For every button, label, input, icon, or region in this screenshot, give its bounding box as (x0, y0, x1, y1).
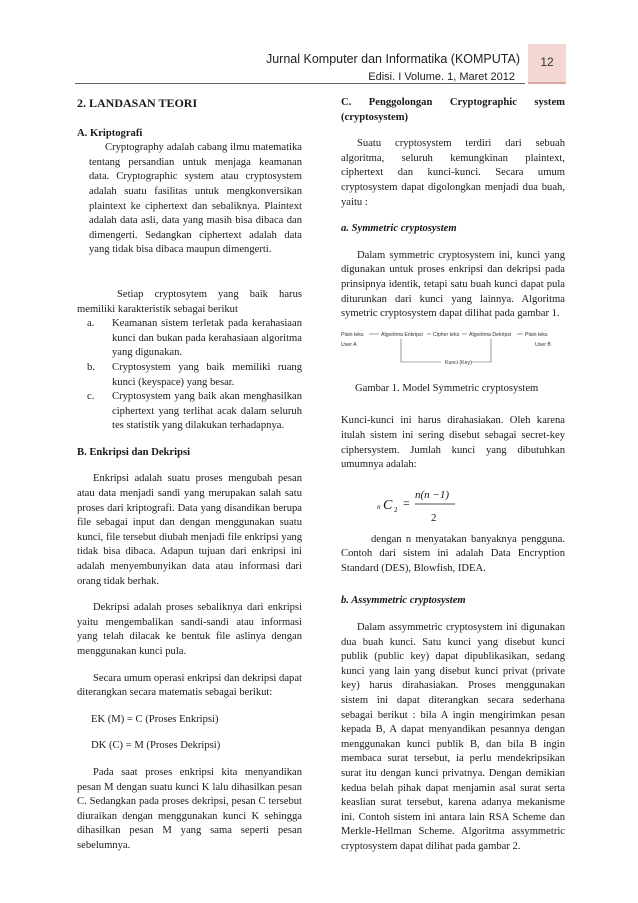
section-title: 2. LANDASAN TEORI (77, 96, 198, 110)
symmetric-diagram (341, 326, 565, 372)
list-item (77, 390, 302, 434)
formula-svg (341, 473, 565, 533)
penggolongan-heading: C. Penggolongan Cryptographic system (cryptosystem) (341, 97, 565, 123)
journal-title: Jurnal Komputer dan Informatika (KOMPUTA) (265, 52, 520, 66)
fig-key-line-left (401, 339, 441, 362)
equation-decrypt: DK (C) = M (Proses Dekripsi) (91, 740, 221, 752)
kunci-paragraph: Kunci-kunci ini harus dirahasiakan. Oleh karena itulah sistem ini sering disebut sebagai secret-key ciphersystem. Jumlah kunci yang dibutuhkan umumnya adalah: (341, 415, 565, 471)
formula-equals: = (403, 495, 410, 510)
dekripsi-paragraph: Dekripsi adalah proses sebaliknya dari enkripsi yaitu mengembalikan sandi-sandi atau informasi yang telah dilacak ke bentuk file aslinya dengan menggunakan kunci pula. (77, 602, 302, 657)
fig-enkripsi: Algoritma Enkripsi (381, 331, 423, 338)
penggolongan-paragraph: Suatu cryptosystem terdiri dari sebuah algoritma, seluruh kemungkinan plaintext, ciphertext dan kunci-kunci. Secara umum cryptosystem dapat digolongkan menjadi dua buah, yaitu : (341, 138, 565, 208)
symmetric-paragraph: Dalam symmetric cryptosystem ini, kunci yang digunakan untuk proses enkripsi dan dekripsi pada prinsipnya identik, tetapi satu buah kunci dapat pula diturunkan dari kunci yang lainnya. Algoritma symetric cryptosystem dapat dilihat pada gambar 1. (341, 249, 565, 320)
list-text: Keamanan sistem terletak pada kerahasiaan kunci dan bukan pada kerahasiaan algoritma yang digunakan. (112, 318, 302, 359)
operasi-paragraph: Secara umum operasi enkripsi dan dekripsi dapat diterangkan secara matematis sebagai berikut: (77, 672, 302, 699)
equation-encrypt: EK (M) = C (Proses Enkripsi) (91, 713, 219, 725)
enkripsi-paragraph: Enkripsi adalah suatu proses mengubah pesan atau data menjadi sandi yang merupakan salah satu proses dari kriptografi. Data yang disandikan berupa file sebagai input dan dengan menggunakan suatu kunci, file tersebut diubah menjadi file enkripsi yang tidak bisa dibaca. Adapun tujuan dari enkripsi ini adalah menyembunyikan data atau informasi dari orang tidak berhak. (77, 473, 302, 587)
list-marker: c. (87, 391, 95, 403)
formula-n-prefix: n (377, 502, 381, 511)
fig-cipher: Cipher teks (433, 331, 460, 338)
list-text: Cryptosystem yang baik akan menghasilkan ciphertext yang terlihat acak dalam seluruh tes statistik yang dilakukan terhadapnya. (112, 391, 302, 432)
figure-symmetric-model (341, 326, 565, 372)
formula-denominator: 2 (431, 511, 437, 524)
page-number-badge (528, 44, 566, 84)
figure-caption: Gambar 1. Model Symmetric cryptosystem (355, 382, 539, 394)
proses-paragraph: Pada saat proses enkripsi kita menyandikan pesan M dengan suatu kunci K lalu dihasilkan pesan C. Sedangkan pada proses dekripsi, pesan C tersebut diuraikan dengan menggunakan kunci K sehingga dihasilkan pesan M yang sama seperti pesan sebelumnya. (77, 766, 302, 851)
list-text: Cryptosystem yang baik memiliki ruang kunci (keyspace) yang besar. (112, 361, 302, 388)
kriptografi-heading: A. Kriptografi (77, 127, 143, 139)
fig-dekripsi: Algoritma Dekripsi (469, 331, 512, 338)
fig-plain-right: Plain teks (525, 331, 548, 338)
enkripsi-heading: B. Enkripsi dan Dekripsi (77, 446, 191, 458)
pengguna-paragraph: dengan n menyatakan banyaknya pengguna. Contoh dari sistem ini adalah Data Encryption Standard (DES), Blowfish, IDEA. (341, 533, 565, 574)
kriptografi-paragraph: Cryptography adalah cabang ilmu matematika tentang persandian untuk menjaga keamanan data. Cryptographic system atau cryptosystem adalah suatu fasilitas untuk mengkonversikan plaintext ke ciphertext dan sebaliknya. Plaintext adalah data asli, data yang masih bisa dibaca dan dimengerti. Sedangkan ciphertext adalah data yang tidak bisa dibaca maupun dimengerti. (89, 142, 302, 256)
list-item (77, 361, 302, 390)
fig-key-line-right (471, 339, 491, 362)
list-marker: b. (87, 361, 95, 373)
karakteristik-intro: Setiap cryptosytem yang baik harus memiliki karakteristik sebagai berikut (77, 288, 302, 315)
fig-key: Kunci (Key) (445, 359, 472, 366)
symmetric-heading: a. Symmetric cryptosystem (341, 223, 457, 235)
formula-key-count (341, 473, 565, 533)
fig-user-a: User A (341, 341, 357, 348)
right-column (341, 96, 565, 855)
assymmetric-paragraph: Dalam assymmetric cryptosystem ini digunakan dua buah kunci. Satu kunci yang disebut kunci publik (public key) dapat dipublikasikan, sedang kunci yang lain yang disebut kunci privat (private key) harus dirahasiakan. Proses menggunakan sistem ini dapat diterangkan secara sederhana sebagai berikut : bila A ingin mengirimkan pesan kepada B, A dapat menyandikan pesannya dengan menggunakan kunci publik B, dan bila B ingin membaca surat tersebut, ia perlu mendekripsikan surat itu dengan kunci privatnya. Dengan demikian kedua belah pihak dapat menjamin asal surat serta keaslian surat tersebut, karena adanya mekanisme ini. Contoh sistem ini antara lain RSA Scheme dan Merkle-Hellman Scheme. Algoritma assymmetric cryptosystem dapat dilihat pada gambar 2. (341, 622, 565, 852)
edition-line: Edisi. I Volume. 1, Maret 2012 (368, 71, 515, 83)
left-column (77, 96, 302, 854)
list-item (77, 317, 302, 361)
karakteristik-list (77, 317, 302, 434)
list-marker: a. (87, 318, 95, 330)
header-rule (75, 83, 525, 84)
assymmetric-heading: b. Assymmetric cryptosystem (341, 595, 466, 607)
formula-sub-2: 2 (394, 505, 398, 514)
formula-numerator: n(n −1) (415, 488, 449, 501)
formula-c: C (383, 497, 393, 513)
page-number: 12 (540, 55, 554, 69)
fig-plain-left: Plain teks (341, 331, 364, 338)
fig-user-b: User B (535, 341, 551, 348)
